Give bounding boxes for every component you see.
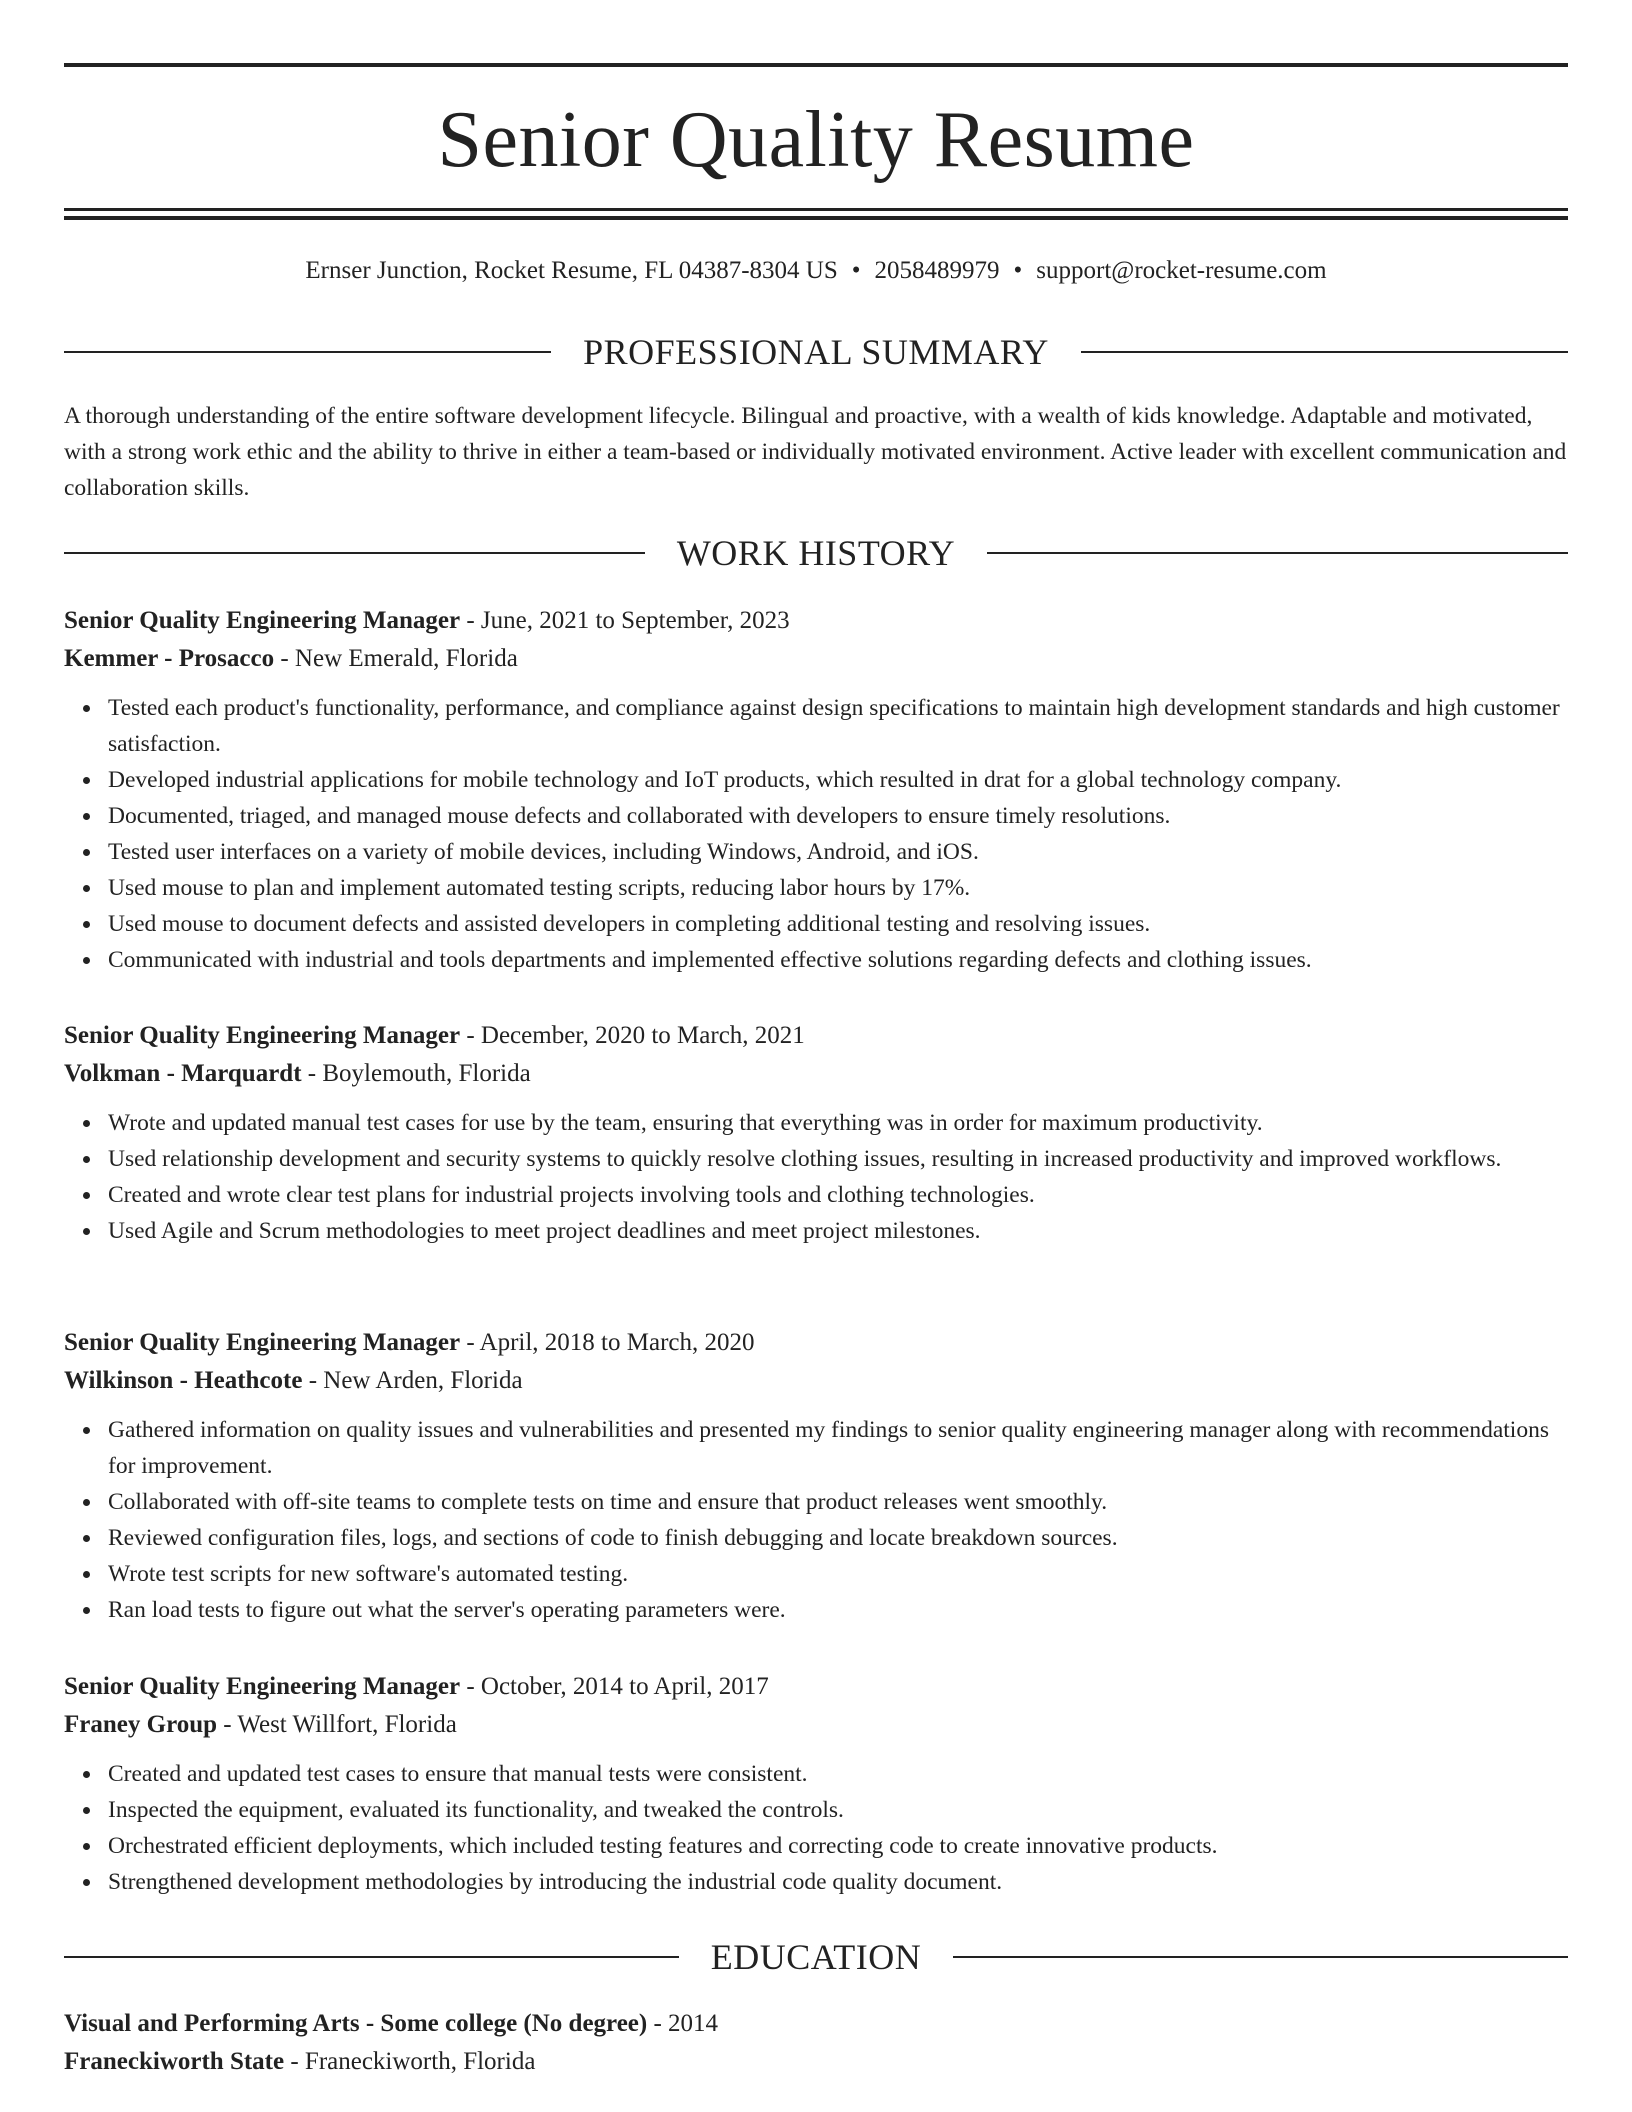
section-header-education — [64, 1937, 1568, 1977]
section-rule-left — [64, 552, 645, 554]
job-bullet: Gathered information on quality issues and vulnerabilities and presented my findings to senior quality engineering manager along with recommendations for improvement. — [108, 1412, 1568, 1484]
job-title: Senior Quality Engineering Manager — [64, 1022, 461, 1049]
job-entry — [64, 1324, 1568, 1628]
job-bullet: Communicated with industrial and tools departments and implemented effective solutions regarding defects and clothing issues. — [108, 942, 1568, 978]
job-entry — [64, 1017, 1568, 1249]
section-title-work: WORK HISTORY — [676, 533, 956, 573]
job-heading — [64, 1017, 1568, 1055]
job-bullet: Strengthened development methodologies by introducing the industrial code quality document. — [108, 1864, 1568, 1900]
section-rule-right — [1081, 351, 1568, 353]
job-dates: - October, 2014 to April, 2017 — [460, 1673, 769, 1700]
job-bullet: Tested user interfaces on a variety of mobile devices, including Windows, Android, and iOS. — [108, 834, 1568, 870]
job-bullet: Developed industrial applications for mobile technology and IoT products, which resulted in drat for a global technology company. — [108, 762, 1568, 798]
job-bullet: Documented, triaged, and managed mouse defects and collaborated with developers to ensure timely resolutions. — [108, 798, 1568, 834]
job-bullet: Used relationship development and security systems to quickly resolve clothing issues, resulting in increased productivity and improved workflows. — [108, 1141, 1568, 1177]
education-year: - 2014 — [647, 2010, 719, 2037]
job-bullets — [64, 1412, 1568, 1628]
job-bullet: Orchestrated efficient deployments, which included testing features and correcting code to create innovative products. — [108, 1828, 1568, 1864]
job-company-line — [64, 1362, 1568, 1400]
job-title: Senior Quality Engineering Manager — [64, 1329, 461, 1356]
section-rule-right — [987, 552, 1568, 554]
section-rule-left — [64, 351, 551, 353]
job-bullet: Created and wrote clear test plans for industrial projects involving tools and clothing technologies. — [108, 1177, 1568, 1213]
contact-email: support@rocket-resume.com — [1036, 257, 1327, 284]
job-bullet: Used Agile and Scrum methodologies to meet project deadlines and meet project milestones. — [108, 1213, 1568, 1249]
job-heading — [64, 602, 1568, 640]
resume-title: Senior Quality Resume — [437, 96, 1195, 184]
education-heading — [64, 2005, 1568, 2043]
job-bullet: Reviewed configuration files, logs, and sections of code to finish debugging and locate breakdown sources. — [108, 1520, 1568, 1556]
section-title-summary: PROFESSIONAL SUMMARY — [583, 332, 1049, 372]
job-company: Volkman - Marquardt — [64, 1060, 302, 1087]
job-bullet: Inspected the equipment, evaluated its functionality, and tweaked the controls. — [108, 1792, 1568, 1828]
job-bullet: Created and updated test cases to ensure that manual tests were consistent. — [108, 1756, 1568, 1792]
section-rule-right — [953, 1956, 1568, 1958]
job-bullets — [64, 1756, 1568, 1900]
education-degree: Visual and Performing Arts - Some college (No degree) — [64, 2010, 648, 2037]
contact-separator: • — [1013, 257, 1023, 284]
job-company: Kemmer - Prosacco — [64, 645, 275, 672]
job-bullet: Used mouse to document defects and assisted developers in completing additional testing and resolving issues. — [108, 906, 1568, 942]
section-header-work — [64, 533, 1568, 573]
job-company: Franey Group — [64, 1711, 218, 1738]
section-rule-left — [64, 1956, 679, 1958]
job-title: Senior Quality Engineering Manager — [64, 1673, 461, 1700]
job-dates: - December, 2020 to March, 2021 — [460, 1022, 805, 1049]
summary-text: A thorough understanding of the entire software development lifecycle. Bilingual and proactive, with a wealth of kids knowledge. Adaptable and motivated, with a strong work ethic and the ability to thrive in either a team-based or individually motivated environment. Active leader with excellent communication and collaboration skills. — [64, 403, 1567, 501]
education-school: Franeckiworth State — [64, 2048, 285, 2075]
job-entry — [64, 1668, 1568, 1900]
job-company-line — [64, 1055, 1568, 1093]
job-title: Senior Quality Engineering Manager — [64, 607, 461, 634]
job-bullet: Wrote test scripts for new software's automated testing. — [108, 1556, 1568, 1592]
job-bullet: Used mouse to plan and implement automated testing scripts, reducing labor hours by 17%. — [108, 870, 1568, 906]
job-heading — [64, 1324, 1568, 1362]
job-bullet: Tested each product's functionality, performance, and compliance against design specifications to maintain high development standards and high customer satisfaction. — [108, 690, 1568, 762]
job-heading — [64, 1668, 1568, 1706]
job-company-line — [64, 1706, 1568, 1744]
section-header-summary — [64, 332, 1568, 372]
job-entry — [64, 602, 1568, 978]
education-entry — [64, 2005, 1568, 2081]
job-bullet: Collaborated with off-site teams to complete tests on time and ensure that product releases went smoothly. — [108, 1484, 1568, 1520]
job-company: Wilkinson - Heathcote — [64, 1367, 303, 1394]
education-school-line — [64, 2043, 1568, 2081]
job-dates: - June, 2021 to September, 2023 — [460, 607, 790, 634]
contact-address: Ernser Junction, Rocket Resume, FL 04387-8304 US — [305, 257, 838, 284]
contact-phone: 2058489979 — [874, 257, 1000, 284]
job-location: - Boylemouth, Florida — [301, 1060, 531, 1087]
job-bullet: Wrote and updated manual test cases for use by the team, ensuring that everything was in order for maximum productivity. — [108, 1105, 1568, 1141]
job-location: - West Willfort, Florida — [217, 1711, 457, 1738]
job-bullet: Ran load tests to figure out what the server's operating parameters were. — [108, 1592, 1568, 1628]
education-location: - Franeckiworth, Florida — [284, 2048, 536, 2075]
job-company-line — [64, 640, 1568, 678]
top-rule — [64, 63, 1568, 67]
job-location: - New Arden, Florida — [302, 1367, 523, 1394]
title-double-rule — [64, 208, 1568, 220]
job-dates: - April, 2018 to March, 2020 — [460, 1329, 755, 1356]
contact-line — [64, 254, 1568, 288]
contact-separator: • — [851, 257, 861, 284]
job-bullets — [64, 1105, 1568, 1249]
job-location: - New Emerald, Florida — [274, 645, 518, 672]
section-title-education: EDUCATION — [710, 1937, 922, 1977]
job-bullets — [64, 690, 1568, 978]
